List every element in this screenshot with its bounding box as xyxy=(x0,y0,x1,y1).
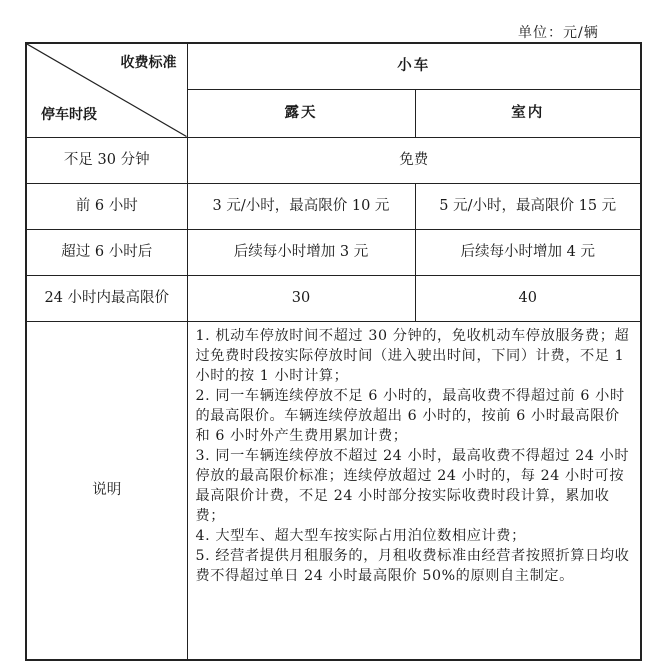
row-label: 前 6 小时 xyxy=(26,183,187,229)
fee-cell-free: 免费 xyxy=(187,137,641,183)
parking-fee-table xyxy=(25,42,642,661)
header-open-air: 露天 xyxy=(187,89,415,137)
fee-cell-open-air: 3 元/小时，最高限价 10 元 xyxy=(187,183,415,229)
row-label: 不足 30 分钟 xyxy=(26,137,187,183)
header-corner-cell xyxy=(26,43,187,137)
fee-cell-open-air: 后续每小时增加 3 元 xyxy=(187,229,415,275)
note-item: 5. 经营者提供月租服务的，月租收费标准由经营者按照折算日均收费不得超过单日 24 小时最高限价 50%的原则自主制定。 xyxy=(195,547,630,584)
table-row xyxy=(26,275,641,321)
header-fee-standard-label: 收费标准 xyxy=(120,55,177,71)
header-vehicle-type: 小车 xyxy=(187,43,641,89)
notes-row xyxy=(26,321,641,660)
row-label: 超过 6 小时后 xyxy=(26,229,187,275)
fee-cell-open-air: 30 xyxy=(187,275,415,321)
unit-note: 单位：元/辆 xyxy=(518,25,599,41)
header-indoor: 室内 xyxy=(415,89,641,137)
header-time-period-label: 停车时段 xyxy=(41,107,97,124)
note-item: 2. 同一车辆连续停放不足 6 小时的，最高收费不得超过前 6 小时的最高限价。车辆连续停放超出 6 小时的，按前 6 小时最高限价和 6 小时外产生费用累加计费； xyxy=(195,387,625,444)
note-item: 3. 同一车辆连续停放不超过 24 小时，最高收费不得超过 24 小时停放的最高限价标准；连续停放超过 24 小时的，每 24 小时可按最高限价计费，不足 24 小时部分按实际收费时段计算，累加收费； xyxy=(195,447,630,524)
note-item: 4. 大型车、超大型车按实际占用泊位数相应计费； xyxy=(195,527,526,544)
notes-content xyxy=(187,321,641,660)
fee-cell-indoor: 后续每小时增加 4 元 xyxy=(415,229,641,275)
row-label: 24 小时内最高限价 xyxy=(26,275,187,321)
note-item: 1. 机动车停放时间不超过 30 分钟的，免收机动车停放服务费；超过免费时段按实际停放时间（进入驶出时间，下同）计费，不足 1 小时的按 1 小时计算； xyxy=(195,327,630,384)
table-row xyxy=(26,137,641,183)
notes-label: 说明 xyxy=(26,321,187,660)
fee-cell-indoor: 5 元/小时，最高限价 15 元 xyxy=(415,183,641,229)
table-row xyxy=(26,229,641,275)
table-row xyxy=(26,183,641,229)
fee-cell-indoor: 40 xyxy=(415,275,641,321)
